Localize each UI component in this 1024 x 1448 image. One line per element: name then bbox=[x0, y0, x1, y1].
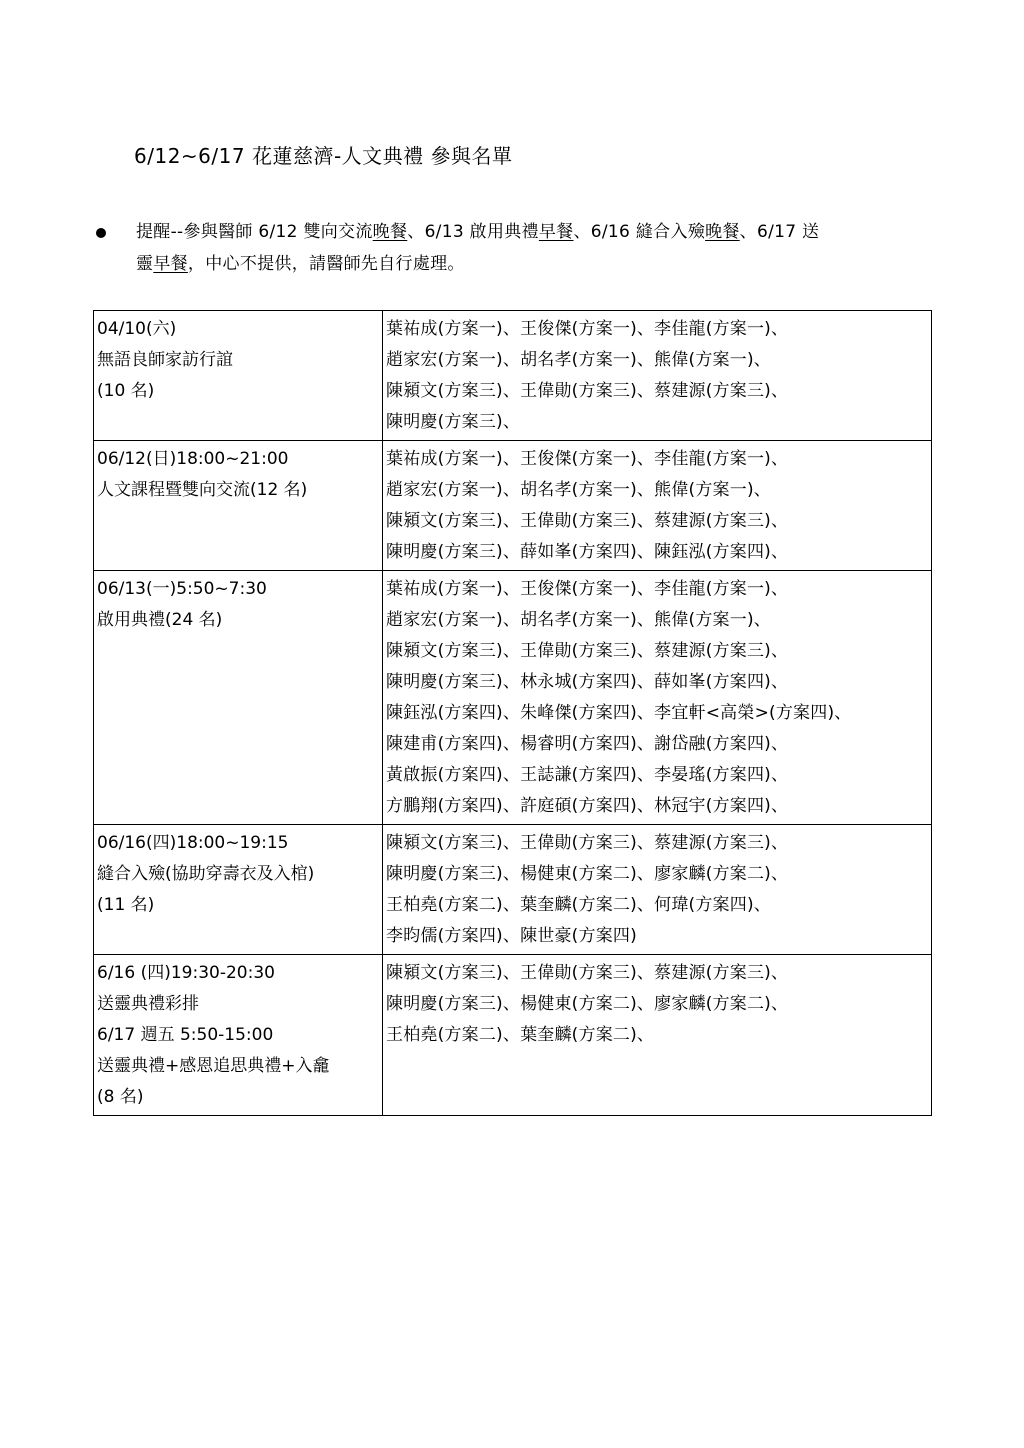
participant-line: 陳建甫(方案四)、楊睿明(方案四)、謝岱融(方案四)、 bbox=[386, 734, 789, 754]
participant-line: 陳明慶(方案三)、林永城(方案四)、薛如峯(方案四)、 bbox=[386, 672, 789, 692]
session-info-cell bbox=[94, 571, 383, 825]
table-row bbox=[94, 441, 932, 571]
reminder-meal: 早餐 bbox=[153, 254, 188, 274]
participant-line: 趙家宏(方案一)、胡名孝(方案一)、熊偉(方案一)、 bbox=[386, 610, 771, 630]
session-count: (11 名) bbox=[97, 895, 155, 915]
participant-line: 王柏堯(方案二)、葉奎麟(方案二)、 bbox=[386, 1025, 655, 1045]
session-date: 06/12(日)18:00~21:00 bbox=[97, 449, 289, 469]
participant-line: 趙家宏(方案一)、胡名孝(方案一)、熊偉(方案一)、 bbox=[386, 480, 771, 500]
session-info-cell bbox=[94, 441, 383, 571]
participant-line: 陳明慶(方案三)、楊健東(方案二)、廖家麟(方案二)、 bbox=[386, 864, 789, 884]
participant-line: 陳明慶(方案三)、楊健東(方案二)、廖家麟(方案二)、 bbox=[386, 994, 789, 1014]
participant-line: 陳明慶(方案三)、薛如峯(方案四)、陳鈺泓(方案四)、 bbox=[386, 542, 789, 562]
document-title: 6/12~6/17 花蓮慈濟-人文典禮 參與名單 bbox=[134, 144, 513, 168]
participant-line: 葉祐成(方案一)、王俊傑(方案一)、李佳龍(方案一)、 bbox=[386, 449, 789, 469]
participant-line: 陳潁文(方案三)、王偉勛(方案三)、蔡建源(方案三)、 bbox=[386, 511, 789, 531]
session-info-cell bbox=[94, 955, 383, 1116]
reminder-note bbox=[96, 216, 926, 280]
bullet-icon bbox=[96, 228, 106, 238]
participant-line: 陳潁文(方案三)、王偉勛(方案三)、蔡建源(方案三)、 bbox=[386, 963, 789, 983]
session-count: (10 名) bbox=[97, 381, 155, 401]
session-title: 無語良師家訪行誼 bbox=[97, 350, 233, 370]
reminder-text bbox=[136, 216, 926, 280]
session-date: 6/16 (四)19:30-20:30 bbox=[97, 963, 275, 983]
session-title: 啟用典禮(24 名) bbox=[97, 610, 223, 630]
participant-line: 方鵬翔(方案四)、許庭碩(方案四)、林冠宇(方案四)、 bbox=[386, 796, 789, 816]
table-row bbox=[94, 955, 932, 1116]
session-title: 送靈典禮+感恩追思典禮+入龕 bbox=[97, 1056, 330, 1076]
table-row bbox=[94, 311, 932, 441]
session-title: 縫合入殮(協助穿壽衣及入棺) bbox=[97, 864, 315, 884]
participant-line: 陳潁文(方案三)、王偉勛(方案三)、蔡建源(方案三)、 bbox=[386, 381, 789, 401]
session-date: 6/17 週五 5:50-15:00 bbox=[97, 1025, 274, 1045]
session-date: 04/10(六) bbox=[97, 319, 177, 339]
participant-line: 葉祐成(方案一)、王俊傑(方案一)、李佳龍(方案一)、 bbox=[386, 319, 789, 339]
session-date: 06/16(四)18:00~19:15 bbox=[97, 833, 289, 853]
participant-table bbox=[93, 310, 932, 1116]
reminder-meal: 晚餐 bbox=[705, 222, 740, 242]
session-count: (8 名) bbox=[97, 1087, 144, 1107]
participant-line: 趙家宏(方案一)、胡名孝(方案一)、熊偉(方案一)、 bbox=[386, 350, 771, 370]
participant-names-cell bbox=[383, 825, 932, 955]
participant-line: 陳鈺泓(方案四)、朱峰傑(方案四)、李宜軒<高榮>(方案四)、 bbox=[386, 703, 852, 723]
participant-line: 黃啟振(方案四)、王誌謙(方案四)、李晏瑤(方案四)、 bbox=[386, 765, 789, 785]
reminder-part: ，中心不提供，請醫師先自行處理。 bbox=[187, 254, 465, 274]
participant-line: 李昀儒(方案四)、陳世豪(方案四) bbox=[386, 926, 637, 946]
reminder-part: 提醒--參與醫師 6/12 雙向交流 bbox=[136, 222, 373, 242]
participant-line: 王柏堯(方案二)、葉奎麟(方案二)、何瑋(方案四)、 bbox=[386, 895, 771, 915]
session-title: 送靈典禮彩排 bbox=[97, 994, 199, 1014]
participant-names-cell bbox=[383, 311, 932, 441]
participant-line: 葉祐成(方案一)、王俊傑(方案一)、李佳龍(方案一)、 bbox=[386, 579, 789, 599]
reminder-part: 、6/17 送 bbox=[739, 222, 820, 242]
participant-names-cell bbox=[383, 955, 932, 1116]
reminder-part: 、6/16 縫合入殮 bbox=[573, 222, 706, 242]
session-title: 人文課程暨雙向交流(12 名) bbox=[97, 480, 308, 500]
table-row bbox=[94, 571, 932, 825]
reminder-part: 、6/13 啟用典禮 bbox=[407, 222, 539, 242]
participant-line: 陳明慶(方案三)、 bbox=[386, 412, 521, 432]
reminder-meal: 晚餐 bbox=[372, 222, 408, 242]
session-info-cell bbox=[94, 311, 383, 441]
participant-line: 陳潁文(方案三)、王偉勛(方案三)、蔡建源(方案三)、 bbox=[386, 641, 789, 661]
session-date: 06/13(一)5:50~7:30 bbox=[97, 579, 267, 599]
reminder-meal: 早餐 bbox=[538, 222, 574, 242]
session-info-cell bbox=[94, 825, 383, 955]
participant-names-cell bbox=[383, 441, 932, 571]
reminder-part: 靈 bbox=[136, 254, 154, 274]
participant-line: 陳潁文(方案三)、王偉勛(方案三)、蔡建源(方案三)、 bbox=[386, 833, 789, 853]
participant-names-cell bbox=[383, 571, 932, 825]
table-row bbox=[94, 825, 932, 955]
